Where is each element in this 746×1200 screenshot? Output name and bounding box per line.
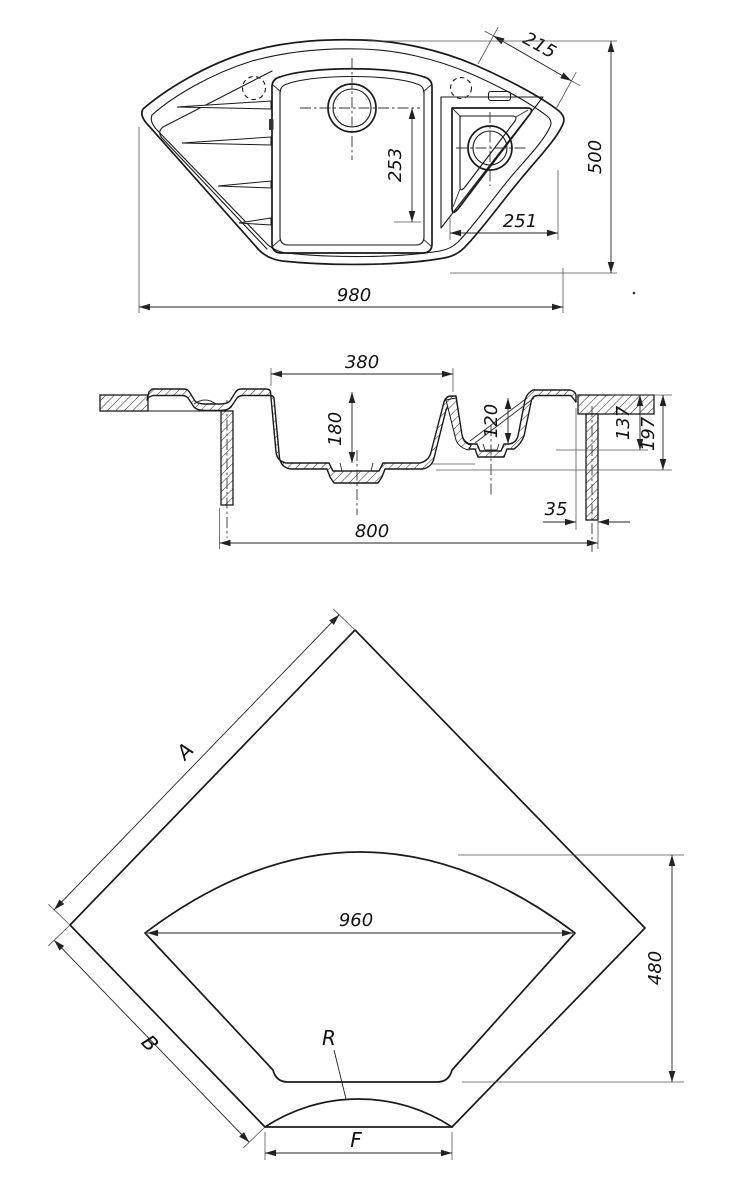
cutout-outer-shape [70, 630, 645, 1127]
dim-edge-a [48, 609, 355, 925]
print-speck [633, 292, 636, 295]
dim-800-label: 800 [354, 521, 390, 542]
clip-mark [269, 119, 274, 130]
corner-tick [453, 109, 461, 117]
sink-section-profile [147, 389, 576, 483]
corner-tick [516, 110, 528, 117]
dim-500-label: 500 [585, 139, 606, 175]
tap-hole-right [451, 78, 472, 99]
dim-480-label: 480 [645, 950, 666, 986]
rib-line [182, 137, 271, 145]
dim-front-f [265, 1128, 452, 1160]
plan-view [139, 27, 635, 313]
dim-215-label: 215 [519, 28, 560, 64]
dim-a-label: A [171, 737, 199, 765]
rib-line [218, 181, 271, 188]
dim-120-label: 120 [481, 403, 502, 439]
main-bowl-outer [272, 69, 432, 253]
cutout-inner-shape [145, 852, 575, 1082]
dim-980-label: 980 [336, 285, 372, 306]
dim-251-label: 251 [502, 211, 538, 232]
dim-edge-b [48, 925, 265, 1148]
radius-callout [322, 1026, 346, 1099]
small-bowl-outer [452, 108, 531, 212]
dim-bowl-380 [271, 352, 453, 392]
dim-r-label: R [322, 1026, 336, 1050]
corner-tick [273, 239, 281, 246]
dim-cutout-960 [147, 910, 573, 933]
main-drain-recess [340, 463, 373, 471]
dim-base-800 [220, 508, 599, 549]
small-bowl [441, 97, 543, 228]
corner-tick [273, 85, 281, 92]
corner-tick [423, 85, 431, 92]
dim-b-label: B [136, 1029, 164, 1057]
section-view [100, 352, 672, 552]
dim-137-label: 137 [613, 405, 634, 441]
dim-drain-253 [385, 108, 421, 222]
rib-line [177, 101, 271, 109]
dim-f-label: F [350, 1128, 362, 1152]
dim-253-label: 253 [385, 147, 406, 183]
overflow-slot [489, 92, 511, 101]
main-bowl [269, 58, 432, 253]
dim-180-label: 180 [325, 411, 346, 447]
cutout-template-view [48, 609, 684, 1160]
dim-960-label: 960 [338, 910, 374, 931]
dim-197-label: 197 [638, 416, 659, 452]
dim-cutout-480 [458, 855, 684, 1082]
corner-tick [423, 239, 431, 246]
countertop-left [100, 395, 148, 411]
dim-380-label: 380 [344, 352, 380, 373]
front-radius-arc [265, 1099, 452, 1127]
dim-35-label: 35 [544, 499, 568, 520]
drainboard-ribs [177, 101, 271, 225]
dim-smallbowl-251 [450, 170, 558, 240]
